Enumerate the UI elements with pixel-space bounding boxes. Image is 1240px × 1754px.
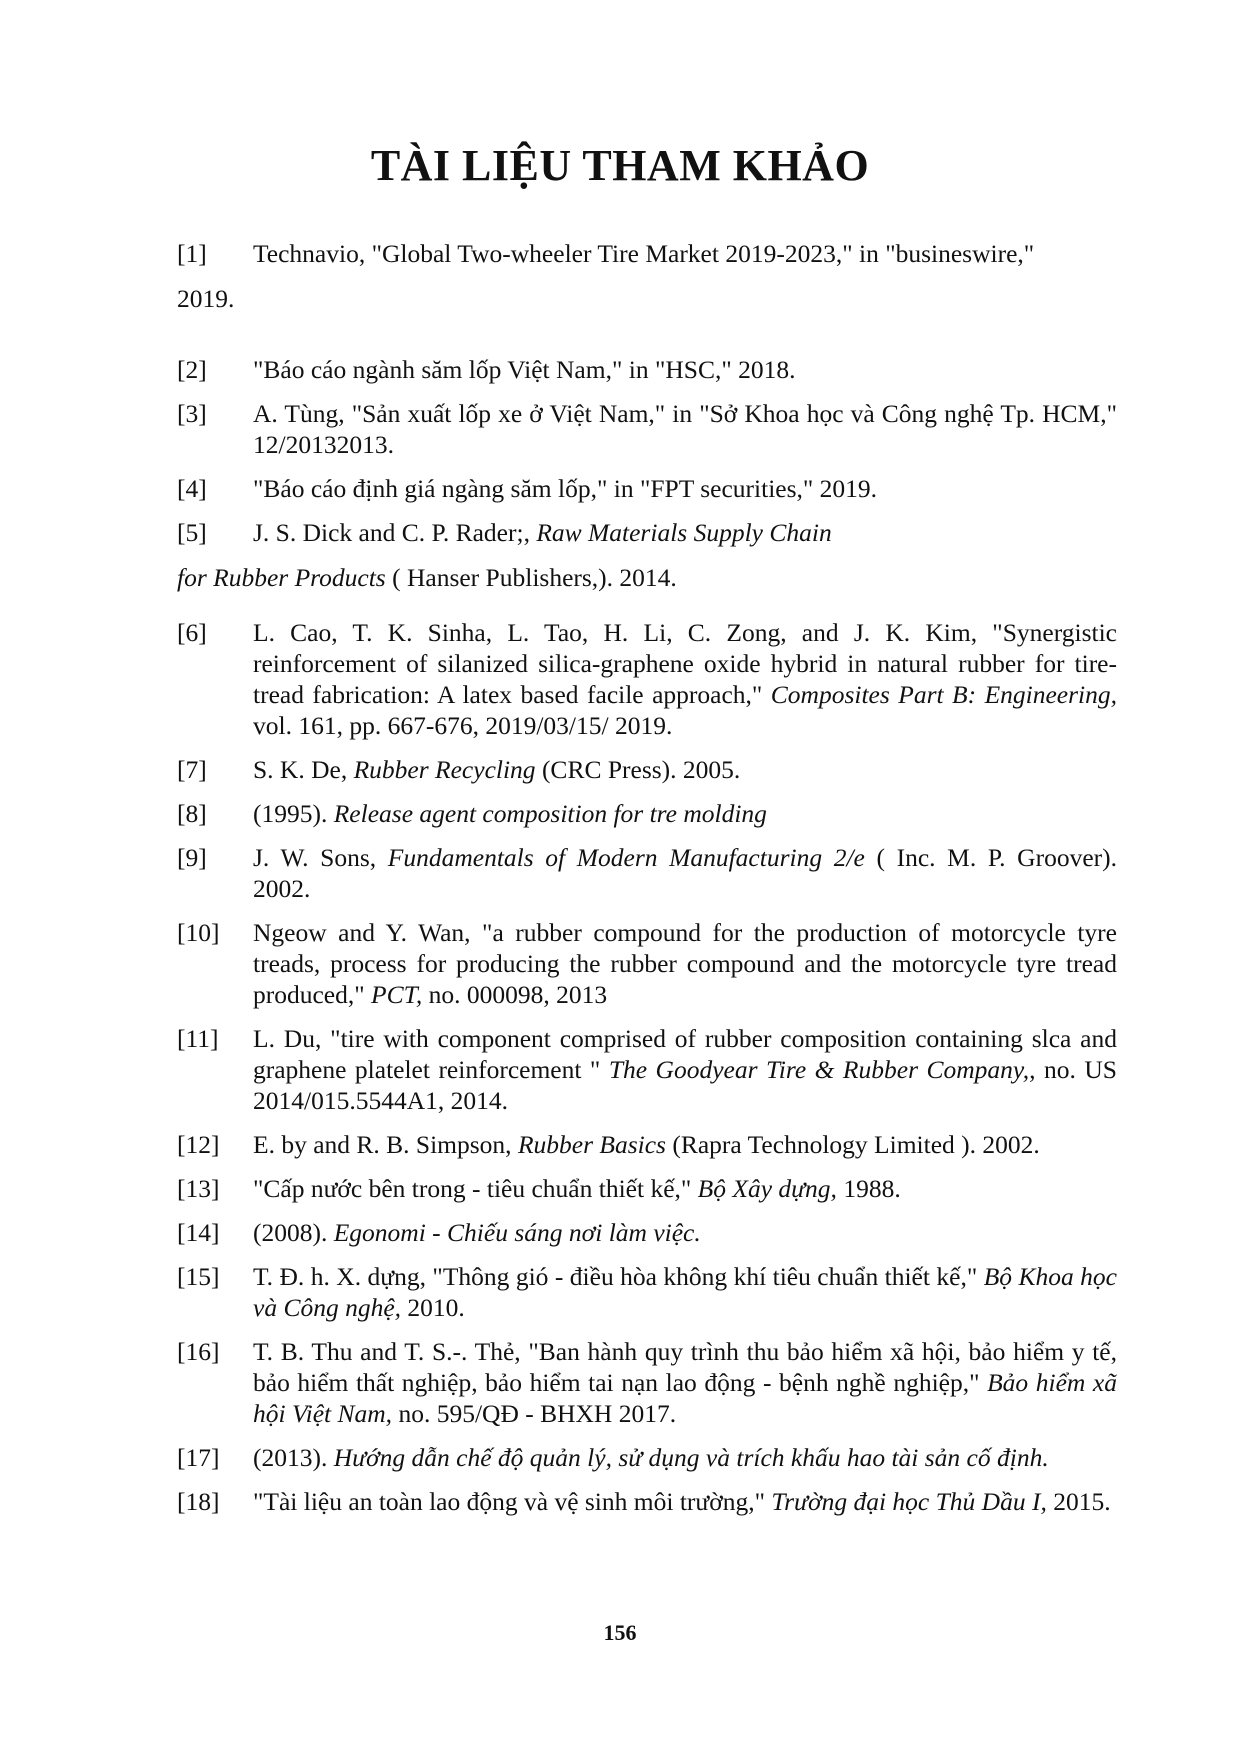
reference-item bbox=[177, 1261, 1117, 1323]
reference-item bbox=[177, 842, 1117, 904]
reference-number: [6] bbox=[177, 618, 207, 647]
reference-number: [2] bbox=[177, 355, 207, 384]
reference-number: [17] bbox=[177, 1443, 220, 1472]
reference-number: [15] bbox=[177, 1262, 220, 1291]
reference-number: [9] bbox=[177, 843, 207, 872]
reference-text: J. S. Dick and C. P. Rader;, Raw Materials Supply Chain bbox=[253, 518, 832, 547]
reference-item bbox=[177, 238, 1117, 269]
reference-text: J. W. Sons, Fundamentals of Modern Manufacturing 2/e ( Inc. M. P. Groover). 2002. bbox=[253, 843, 1117, 903]
reference-text: "Báo cáo định giá ngàng săm lốp," in "FPT securities," 2019. bbox=[253, 474, 878, 503]
reference-text: "Tài liệu an toàn lao động và vệ sinh môi trường," Trường đại học Thủ Dầu I, 2015. bbox=[253, 1487, 1111, 1516]
reference-item bbox=[177, 1336, 1117, 1429]
reference-text: L. Du, "tire with component comprised of rubber composition containing slca and graphene platelet reinforcement " The Goodyear Tire & Rubber Company,, no. US 2014/015.5544A1, 2014. bbox=[253, 1024, 1117, 1115]
reference-number: [16] bbox=[177, 1337, 220, 1366]
reference-text: T. Đ. h. X. dựng, "Thông gió - điều hòa không khí tiêu chuẩn thiết kế," Bộ Khoa học và Công nghệ, 2010. bbox=[253, 1262, 1117, 1322]
reference-item bbox=[177, 1023, 1117, 1116]
page-number: 156 bbox=[603, 1620, 637, 1645]
reference-item bbox=[177, 798, 1117, 829]
reference-item bbox=[177, 617, 1117, 741]
reference-text: (2013). Hướng dẫn chế độ quản lý, sử dụng và trích khấu hao tài sản cố định. bbox=[253, 1443, 1049, 1472]
reference-number: [10] bbox=[177, 918, 220, 947]
page-title: TÀI LIỆU THAM KHẢO bbox=[370, 141, 870, 190]
reference-item bbox=[177, 1129, 1117, 1160]
reference-item bbox=[177, 1217, 1117, 1248]
reference-item bbox=[177, 754, 1117, 785]
reference-continuation: for Rubber Products ( Hanser Publishers,). 2014. bbox=[177, 563, 677, 592]
reference-text: "Cấp nước bên trong - tiêu chuẩn thiết kế," Bộ Xây dựng, 1988. bbox=[253, 1174, 901, 1203]
reference-text: (1995). Release agent composition for tre molding bbox=[253, 799, 767, 828]
reference-number: [3] bbox=[177, 399, 207, 428]
reference-number: [7] bbox=[177, 755, 207, 784]
reference-item bbox=[177, 473, 1117, 504]
reference-number: [12] bbox=[177, 1130, 220, 1159]
reference-text: L. Cao, T. K. Sinha, L. Tao, H. Li, C. Zong, and J. K. Kim, "Synergistic reinforcement of silanized silica-graphene oxide hybrid in natural rubber for tire-tread fabrication: A latex based facile approach," Composites Part B: Engineering, vol. 161, pp. 667-676, 2019/03/15/ 2019. bbox=[253, 618, 1118, 740]
reference-text: Ngeow and Y. Wan, "a rubber compound for the production of motorcycle tyre treads, process for producing the rubber compound and the motorcycle tyre tread produced," PCT, no. 000098, 2013 bbox=[253, 918, 1117, 1009]
reference-number: [14] bbox=[177, 1218, 220, 1247]
reference-number: [4] bbox=[177, 474, 207, 503]
reference-text: (2008). Egonomi - Chiếu sáng nơi làm việc. bbox=[253, 1218, 701, 1247]
reference-text: Technavio, "Global Two-wheeler Tire Market 2019-2023," in "busineswire," bbox=[253, 239, 1035, 268]
reference-number: [13] bbox=[177, 1174, 220, 1203]
reference-item bbox=[177, 1486, 1117, 1517]
reference-item bbox=[177, 1442, 1117, 1473]
reference-number: [1] bbox=[177, 239, 207, 268]
reference-item bbox=[177, 1173, 1117, 1204]
reference-item bbox=[177, 398, 1117, 460]
reference-list bbox=[177, 238, 1117, 1530]
reference-item bbox=[177, 517, 1117, 548]
reference-number: [8] bbox=[177, 799, 207, 828]
reference-item bbox=[177, 354, 1117, 385]
reference-text: S. K. De, Rubber Recycling (CRC Press). 2005. bbox=[253, 755, 741, 784]
reference-number: [11] bbox=[177, 1024, 219, 1053]
reference-item bbox=[177, 917, 1117, 1010]
reference-text: T. B. Thu and T. S.-. Thẻ, "Ban hành quy trình thu bảo hiểm xã hội, bảo hiểm y tế, bảo hiểm thất nghiệp, bảo hiểm tai nạn lao động - bệnh nghề nghiệp," Bảo hiểm xã hội Việt Nam, no. 595/QĐ - BHXH 2017. bbox=[253, 1337, 1117, 1428]
reference-continuation: 2019. bbox=[177, 284, 235, 313]
reference-number: [18] bbox=[177, 1487, 220, 1516]
reference-text: A. Tùng, "Sản xuất lốp xe ở Việt Nam," in "Sở Khoa học và Công nghệ Tp. HCM," 12/20132013. bbox=[253, 399, 1117, 459]
reference-text: "Báo cáo ngành săm lốp Việt Nam," in "HSC," 2018. bbox=[253, 355, 796, 384]
reference-number: [5] bbox=[177, 518, 207, 547]
reference-text: E. by and R. B. Simpson, Rubber Basics (Rapra Technology Limited ). 2002. bbox=[253, 1130, 1040, 1159]
